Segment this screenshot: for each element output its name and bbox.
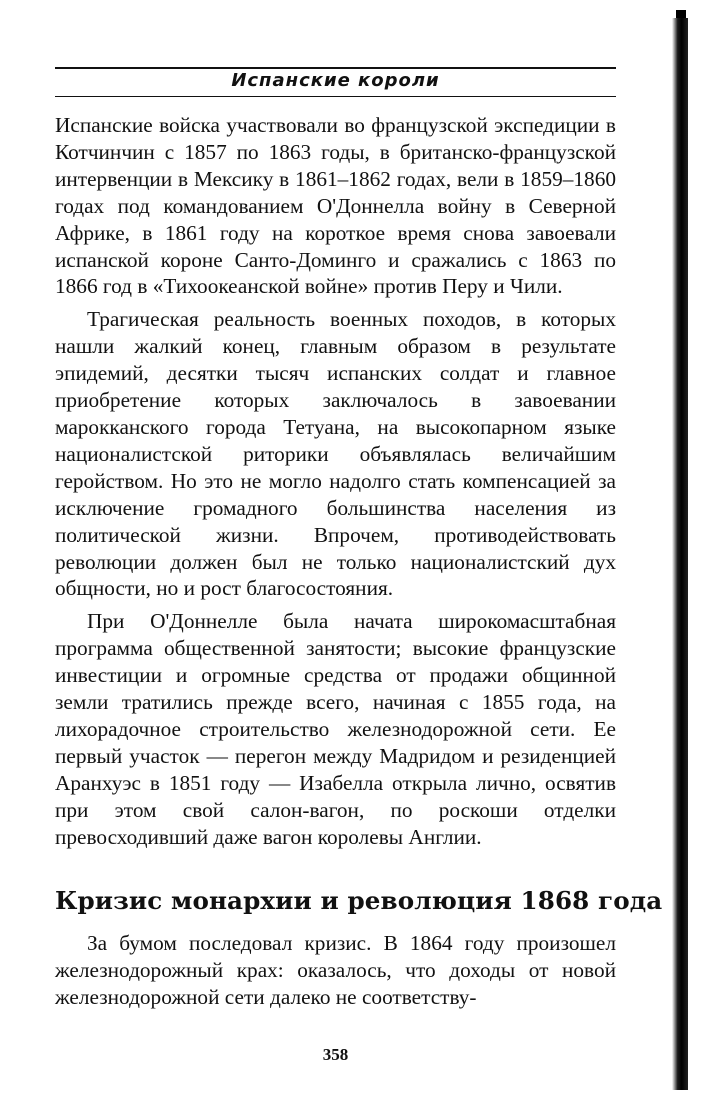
paragraph-1: Испанские войска участвовали во французской экспедиции в Котчинчин с 1857 по 1863 годы, в британско-французской интервенции в Мексику в 1861–1862 годах, вели в 1859–1860 годах под командованием О'Доннелла войну в Северной Африке, в 1861 году на короткое время снова завоевали испанской короне Санто-Доминго и сражались с 1863 по 1866 год в «Тихоокеанской войне» против Перу и Чили. [55, 113, 616, 299]
body-text [55, 112, 663, 1011]
running-head: Испанские короли [231, 70, 440, 91]
paragraph-2: Трагическая реальность военных походов, в которых нашли жалкий конец, главным образом в результате эпидемий, десятки тысяч испанских солдат и главное приобретение которых заключалось в завоевании марокканского города Тетуана, на высокопарном языке националистской риторики объявлялась величайшим геройством. Но это не могло надолго стать компенсацией за исключение громадного большинства населения из политической жизни. Впрочем, противодействовать революции должен был не только националистский дух общности, но и рост благосостояния. [55, 307, 616, 601]
section-paragraph: За бумом последовал кризис. В 1864 году произошел железнодорожный крах: оказалось, что доходы от новой железнодорожной сети далеко не соответству- [55, 931, 616, 1010]
page-number: 358 [322, 1045, 349, 1064]
paragraph-3: При О'Доннелле была начата широкомасштабная программа общественной занятости; высокие французские инвестиции и огромные средства от продажи общинной земли тратились прежде всего, начиная с 1855 года, на лихорадочное строительство железнодорожной сети. Ее первый участок — перегон между Мадридом и резиденцией Аранхуэс в 1851 году — Изабелла открыла лично, освятив при этом свой салон-вагон, по роскоши отделки превосходивший даже вагон королевы Англии. [55, 609, 616, 849]
scan-edge-shadow [672, 18, 688, 1090]
section-heading: Кризис монархии и революция 1868 года [55, 886, 663, 916]
header-rule-bottom [55, 96, 616, 97]
